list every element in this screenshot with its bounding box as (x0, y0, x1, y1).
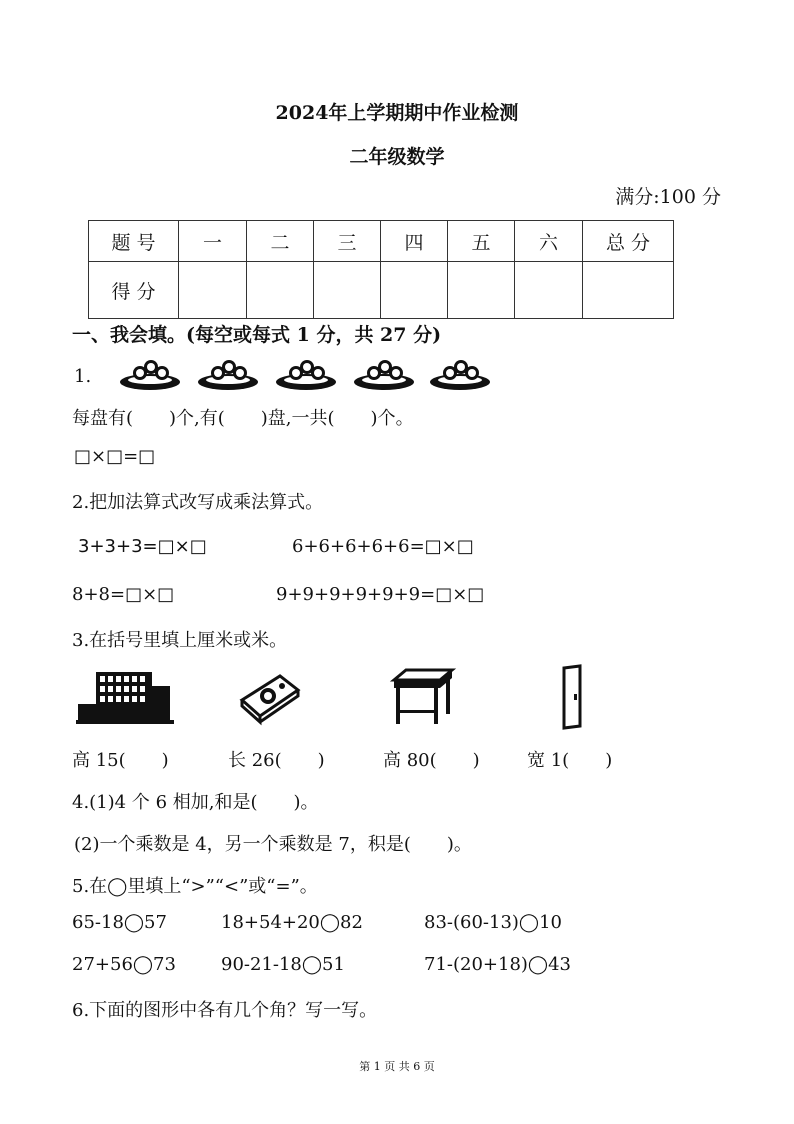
score-table-header-row (89, 221, 674, 262)
score-table-header: 六 (515, 221, 583, 262)
table-icon (390, 668, 454, 726)
score-table-header: 一 (179, 221, 247, 262)
q1-formula: □×□=□ (74, 446, 156, 467)
score-table-header: 五 (448, 221, 515, 262)
fruit-plate-icon (198, 360, 258, 390)
q5-item: 90-21-18◯51 (221, 954, 345, 975)
q4-part2: (2)一个乘数是 4，另一个乘数是 7，积是( )。 (74, 834, 472, 855)
page-number: 第 1 页 共 6 页 (359, 1060, 435, 1073)
q6-prompt: 6.下面的图形中各有几个角？写一写。 (72, 1000, 378, 1021)
q3-label: 高 15( ) (72, 750, 169, 771)
door-icon (560, 664, 586, 730)
fruit-plate-icon (430, 360, 490, 390)
q1-sentence: 每盘有( )个,有( )盘,一共( )个。 (72, 408, 414, 429)
score-cell[interactable] (247, 262, 314, 319)
exam-subtitle: 二年级数学 (349, 146, 445, 168)
q5-item: 71-(20+18)◯43 (424, 954, 571, 975)
section-heading: 一、我会填。(每空或每式 1 分，共 27 分) (72, 324, 442, 346)
q3-label: 高 80( ) (383, 750, 480, 771)
q2-item: 9+9+9+9+9+9=□×□ (276, 584, 485, 605)
score-table-header: 三 (314, 221, 381, 262)
fruit-plates-illustration (118, 356, 490, 394)
q3-label: 宽 1( ) (527, 750, 613, 771)
fruit-plate-icon (276, 360, 336, 390)
q5-prompt: 5.在◯里填上“>”“<”或“=”。 (72, 876, 318, 897)
score-cell[interactable] (583, 262, 674, 319)
q5-item: 18+54+20◯82 (221, 912, 363, 933)
score-table-header: 二 (247, 221, 314, 262)
score-cell[interactable] (381, 262, 448, 319)
q1-number: 1. (74, 366, 92, 387)
pencil-case-icon (238, 670, 302, 724)
score-cell[interactable] (314, 262, 381, 319)
q5-item: 65-18◯57 (72, 912, 167, 933)
q2-item: 8+8=□×□ (72, 584, 175, 605)
score-table-header: 总 分 (583, 221, 674, 262)
q2-item: 6+6+6+6+6=□×□ (292, 536, 474, 557)
q2-prompt: 2.把加法算式改写成乘法算式。 (72, 492, 324, 513)
score-cell[interactable] (179, 262, 247, 319)
score-table (88, 220, 674, 319)
q3-prompt: 3.在括号里填上厘米或米。 (72, 630, 288, 651)
q4-part1: 4.(1)4 个 6 相加,和是( )。 (72, 792, 319, 813)
score-cell[interactable] (515, 262, 583, 319)
score-cell[interactable] (448, 262, 515, 319)
score-table-header: 四 (381, 221, 448, 262)
full-score: 满分:100 分 (615, 186, 721, 208)
score-row-label: 得 分 (89, 262, 179, 319)
q5-item: 27+56◯73 (72, 954, 176, 975)
fruit-plate-icon (354, 360, 414, 390)
fruit-plate-icon (120, 360, 180, 390)
score-table-score-row (89, 262, 674, 319)
q2-item: 3+3+3=□×□ (78, 536, 207, 557)
score-table-header: 题 号 (89, 221, 179, 262)
building-icon (76, 664, 174, 726)
q5-item: 83-(60-13)◯10 (424, 912, 562, 933)
q3-label: 长 26( ) (228, 750, 325, 771)
exam-title: 2024年上学期期中作业检测 (275, 102, 519, 124)
